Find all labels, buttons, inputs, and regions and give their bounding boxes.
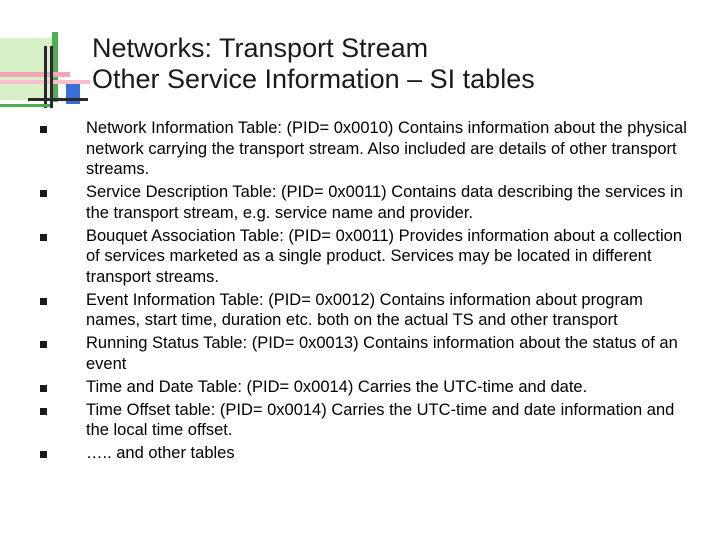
bullet-list [0,118,720,466]
bullet-item [0,226,720,288]
title-line-1: Networks: Transport Stream [92,33,429,63]
bullet-text: Time and Date Table: (PID= 0x0014) Carries the UTC-time and date. [86,377,588,396]
bullet-item [0,182,720,223]
bullet-item [0,118,720,180]
logo-green-line [0,104,50,107]
bullet-text: Time Offset table: (PID= 0x0014) Carries the UTC-time and date information and the local time offset. [86,400,675,439]
bullet-item [0,333,720,374]
bullet-square-icon [40,385,47,392]
bullet-text: Running Status Table: (PID= 0x0013) Contains information about the status of an event [86,334,678,373]
bullet-square-icon [40,190,47,197]
bullet-text: ….. and other tables [86,444,235,462]
bullet-item [0,443,720,464]
logo-pink-bar-top [0,72,70,77]
bullet-square-icon [40,234,47,241]
bullet-item [0,290,720,331]
slide-title [92,33,692,95]
bullet-square-icon [40,126,47,133]
bullet-square-icon [40,408,47,415]
bullet-item [0,400,720,441]
bullet-item [0,377,720,398]
bullet-square-icon [40,451,47,458]
bullet-text: Service Description Table: (PID= 0x0011) Contains data describing the services in the transport stream, e.g. service name and provider. [86,183,683,222]
bullet-square-icon [40,298,47,305]
bullet-square-icon [40,341,47,348]
logo-dark-line-c [28,98,88,101]
bullet-text: Event Information Table: (PID= 0x0012) Contains information about program names, start time, duration etc. both on the actual TS and other transport [86,290,643,329]
bullet-text: Network Information Table: (PID= 0x0010) Contains information about the physical network carrying the transport stream. Also included are details of other transport streams. [86,119,687,178]
title-line-2: Other Service Information – SI tables [92,64,535,94]
logo-green-block [0,38,58,100]
bullet-text: Bouquet Association Table: (PID= 0x0011) Provides information about a collection of services marketed as a single product. Services may be located in different transport streams. [86,226,683,286]
